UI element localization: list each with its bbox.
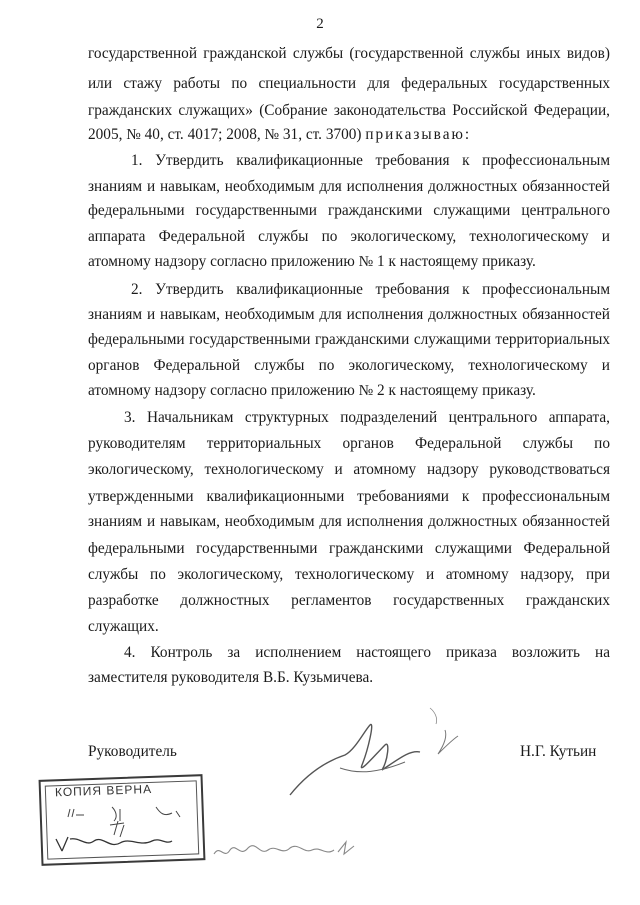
- intro-line-last: [88, 125, 610, 145]
- item3-line: знаниям и навыкам, необходимым для исполнения должностных обязанностей: [88, 513, 610, 530]
- item3-line: разработке должностных регламентов государственных гражданских: [88, 592, 610, 609]
- item2-line: знаниям и навыкам, необходимым для исполнения должностных обязанностей: [88, 306, 610, 323]
- item1-line: 1. Утвердить квалификационные требования к профессиональным: [131, 152, 610, 169]
- item4-line: заместителя руководителя В.Б. Кузьмичева.: [88, 669, 374, 686]
- signature-name: Н.Г. Кутьин: [520, 743, 597, 760]
- item3-line: федеральными государственными гражданскими служащими Федеральной: [88, 540, 610, 557]
- item3-line: 3. Начальникам структурных подразделений центрального аппарата,: [124, 409, 610, 426]
- item3-line: утвержденными квалификационными требованиями к профессиональным: [88, 488, 610, 505]
- intro-text: 2005, № 40, ст. 4017; 2008, № 31, ст. 3700): [88, 126, 362, 143]
- item4-line: 4. Контроль за исполнением настоящего приказа возложить на: [124, 644, 610, 661]
- item1-line: атомному надзору согласно приложению № 1 к настоящему приказу.: [88, 253, 536, 270]
- order-word: приказываю:: [365, 126, 472, 143]
- handwritten-signature: [270, 700, 490, 800]
- stamp-handwriting: [40, 777, 210, 867]
- item3-line: службы по экологическому, технологическому и атомному надзору, при: [88, 566, 610, 583]
- witness-signature: [210, 830, 370, 870]
- intro-line: гражданских служащих» (Собрание законодательства Российской Федерации,: [88, 102, 610, 119]
- page-number: 2: [316, 16, 324, 32]
- item3-line: экологическому, технологическому и атомному надзору руководствоваться: [88, 461, 610, 478]
- stamp-text: КОПИЯ ВЕРНА: [54, 781, 153, 800]
- item2-line: атомному надзору согласно приложению № 2 к настоящему приказу.: [88, 382, 536, 399]
- item1-line: аппарата Федеральной службы по экологическому, технологическому и: [88, 228, 610, 245]
- intro-line: или стажу работы по специальности для федеральных государственных: [88, 75, 610, 92]
- item1-line: федеральными государственными гражданскими служащими центрального: [88, 202, 610, 219]
- signature-position: Руководитель: [88, 743, 177, 760]
- item2-line: 2. Утвердить квалификационные требования к профессиональным: [131, 281, 610, 298]
- item3-line: служащих.: [88, 618, 159, 635]
- item2-line: органов Федеральной службы по экологическому, технологическому и: [88, 357, 610, 374]
- intro-line: государственной гражданской службы (государственной службы иных видов): [88, 45, 610, 62]
- item3-line: руководителям территориальных органов Федеральной службы по: [88, 435, 610, 452]
- item1-line: знаниям и навыкам, необходимым для исполнения должностных обязанностей: [88, 178, 610, 195]
- item2-line: федеральными государственными гражданскими служащими территориальных: [88, 331, 610, 348]
